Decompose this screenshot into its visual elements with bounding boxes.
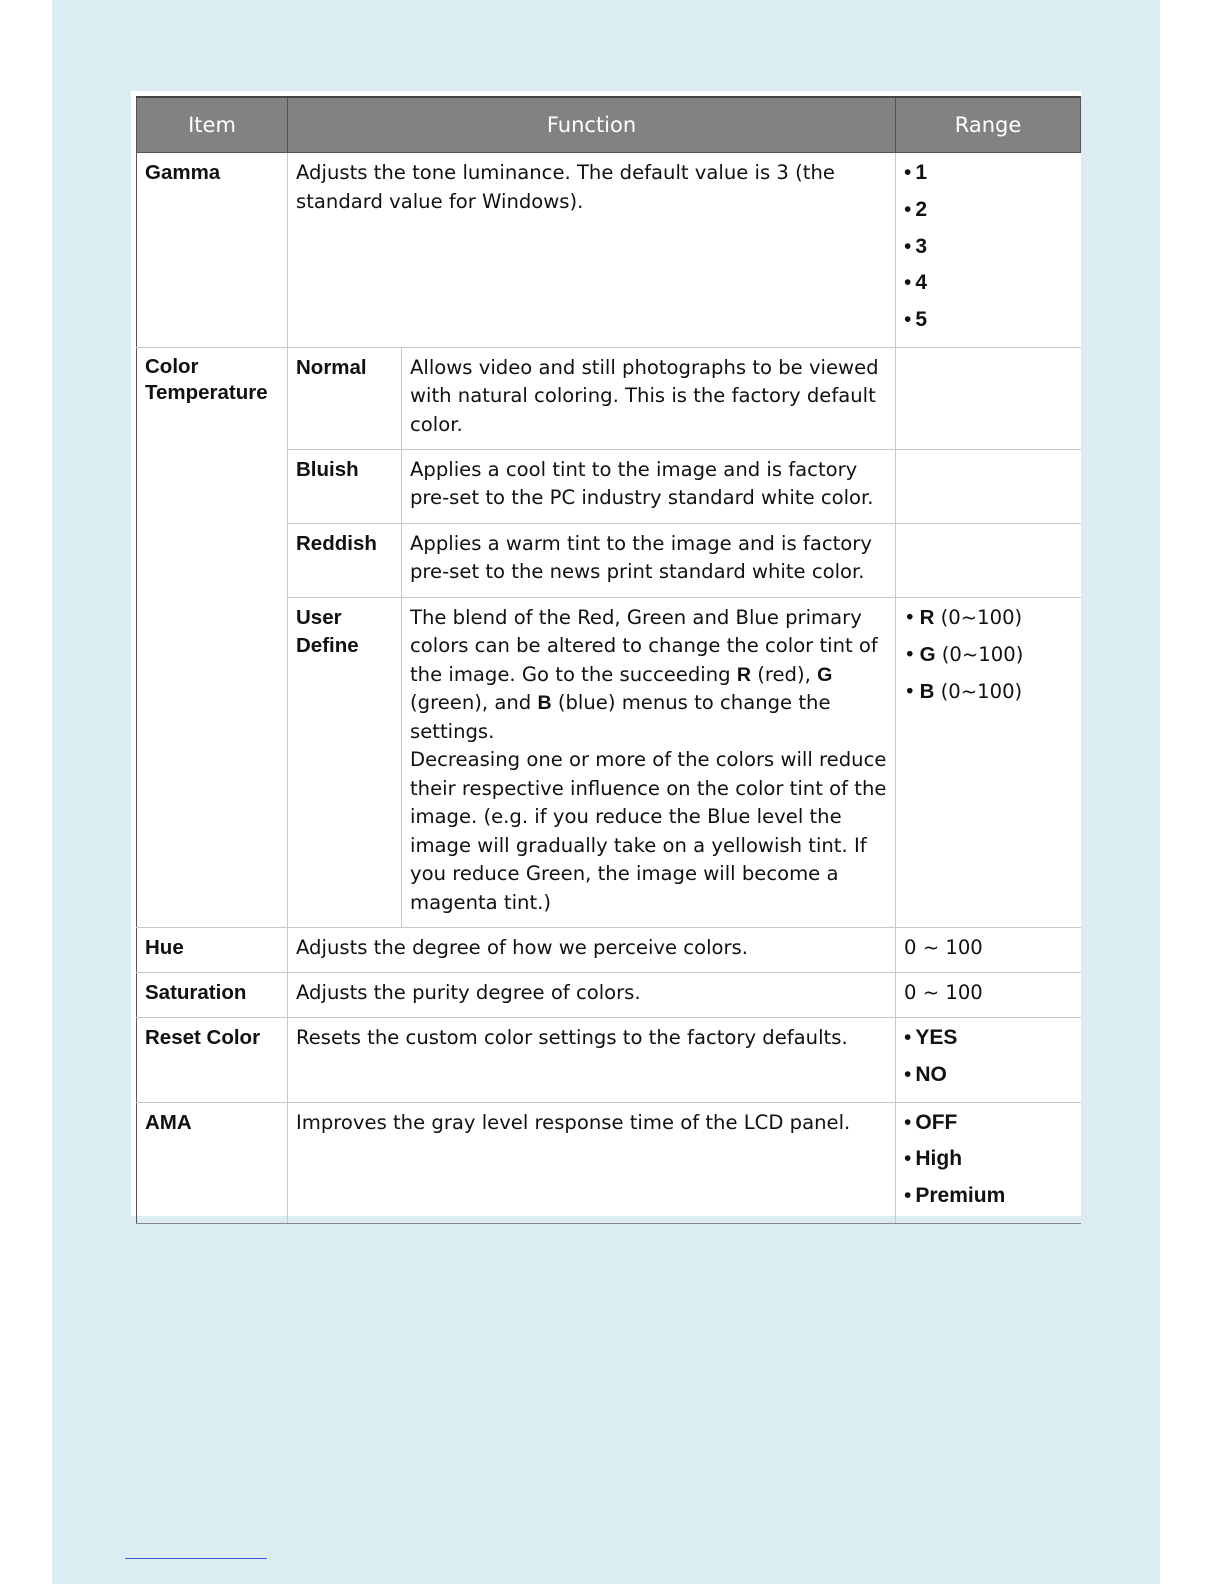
range-normal	[896, 347, 1081, 449]
table-header-row	[137, 97, 1081, 153]
range-hue: 0 ~ 100	[896, 927, 1081, 972]
rgb-options-list	[904, 600, 1073, 710]
osd-settings-table	[136, 96, 1081, 1224]
list-item: • NO	[904, 1062, 947, 1086]
header-item: Item	[137, 97, 288, 153]
table-row-color-temp-normal	[137, 347, 1081, 449]
list-item: • YES	[904, 1025, 958, 1049]
table-row-reset-color	[137, 1017, 1081, 1102]
subitem-normal: Normal	[288, 347, 402, 449]
item-color-temperature: Color Temperature	[137, 347, 288, 927]
range-reddish	[896, 523, 1081, 597]
list-item: • Premium	[904, 1184, 1006, 1208]
function-hue: Adjusts the degree of how we perceive colors.	[288, 927, 896, 972]
function-user-define: The blend of the Red, Green and Blue primary colors can be altered to change the color tint of the image. Go to the succeeding R (red), G (green), and B (blue) menus to change the settings. Decreasing one or more of the colors will reduce their respective influence on the color tint of the image. (e.g. if you reduce the Blue level the image will gradually take on a yellowish tint. If you reduce Green, the image will become a magenta tint.)	[402, 597, 896, 927]
function-gamma: Adjusts the tone luminance. The default value is 3 (the standard value for Windows).	[288, 153, 896, 348]
function-reddish: Applies a warm tint to the image and is factory pre-set to the news print standard white color.	[402, 523, 896, 597]
item-ama: AMA	[137, 1102, 288, 1223]
list-item: • R (0~100)	[904, 605, 1023, 629]
range-saturation: 0 ~ 100	[896, 972, 1081, 1017]
function-ama: Improves the gray level response time of the LCD panel.	[288, 1102, 896, 1223]
function-saturation: Adjusts the purity degree of colors.	[288, 972, 896, 1017]
table-row-gamma	[137, 153, 1081, 348]
function-reset-color: Resets the custom color settings to the factory defaults.	[288, 1017, 896, 1102]
range-bluish	[896, 449, 1081, 523]
item-hue: Hue	[137, 927, 288, 972]
list-item: • 3	[904, 234, 928, 258]
range-user-define	[896, 597, 1081, 927]
table-row-ama	[137, 1102, 1081, 1223]
range-gamma	[896, 153, 1081, 348]
table-row-hue	[137, 927, 1081, 972]
list-item: • 4	[904, 271, 928, 295]
list-item: • 1	[904, 161, 928, 184]
reset-options-list	[904, 1020, 1073, 1094]
table-row-saturation	[137, 972, 1081, 1017]
function-bluish: Applies a cool tint to the image and is factory pre-set to the PC industry standard white color.	[402, 449, 896, 523]
item-saturation: Saturation	[137, 972, 288, 1017]
subitem-user-define: User Define	[288, 597, 402, 927]
header-range: Range	[896, 97, 1081, 153]
list-item: • B (0~100)	[904, 679, 1023, 703]
list-item: • OFF	[904, 1110, 958, 1134]
header-function: Function	[288, 97, 896, 153]
gamma-options-list	[904, 155, 1073, 339]
list-item: • 2	[904, 197, 928, 221]
range-ama	[896, 1102, 1081, 1223]
subitem-reddish: Reddish	[288, 523, 402, 597]
footnote-separator	[125, 1558, 267, 1559]
list-item: • G (0~100)	[904, 642, 1024, 666]
subitem-bluish: Bluish	[288, 449, 402, 523]
range-reset-color	[896, 1017, 1081, 1102]
item-gamma: Gamma	[137, 153, 288, 348]
function-normal: Allows video and still photographs to be viewed with natural coloring. This is the factory default color.	[402, 347, 896, 449]
ama-options-list	[904, 1105, 1073, 1215]
item-reset-color: Reset Color	[137, 1017, 288, 1102]
list-item: • High	[904, 1147, 963, 1171]
list-item: • 5	[904, 308, 928, 332]
